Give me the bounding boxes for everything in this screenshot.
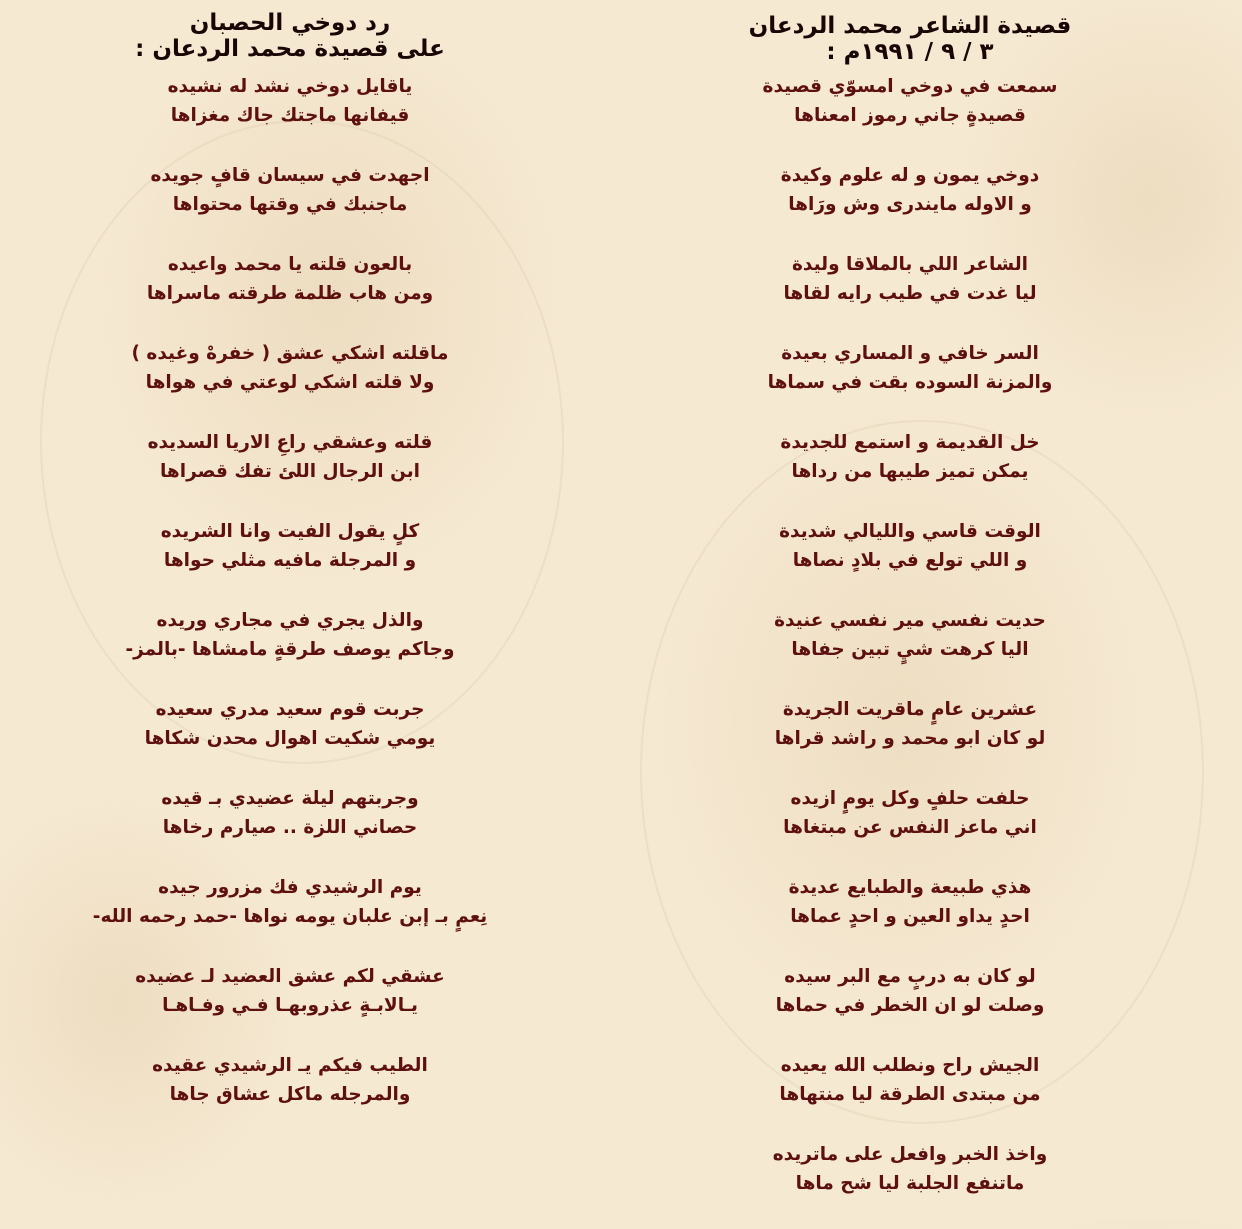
original-poem-header <box>700 13 1120 65</box>
original-poem-title: قصيدة الشاعر محمد الردعان <box>748 13 1072 39</box>
verse-line: وجاكم يوصف طرقةٍ مامشاها -بالمز- <box>125 639 455 660</box>
verse <box>80 1051 500 1109</box>
verse-line: لو كان به دربٍ مع البر سيده <box>784 966 1036 987</box>
verse <box>700 873 1120 931</box>
reply-poem-column <box>80 0 500 1140</box>
verse <box>80 517 500 575</box>
verse <box>700 695 1120 753</box>
verse-line: دوخي يمون و له علوم وكيدة <box>780 165 1040 186</box>
verse-line: و الاوله مايندرى وش ورَاها <box>788 194 1032 215</box>
verse-line: من مبتدى الطرقة ليا منتهاها <box>779 1084 1041 1105</box>
verse-line: وصلت لو ان الخطر في حماها <box>775 995 1045 1016</box>
verse-line: الشاعر اللي بالملاقا وليدة <box>791 254 1029 275</box>
verse-line: و اللي تولع في بلادٍ نصاها <box>792 550 1028 571</box>
verse-line: عشقي لكم عشق العضيد لـ عضيده <box>135 966 445 987</box>
verse-line: ليا غدت في طيب رايه لقاها <box>783 283 1037 304</box>
verse <box>700 606 1120 664</box>
verse-line: يوم الرشيدي فك مزرور جيده <box>158 877 422 898</box>
verse-line: حلفت حلفٍ وكل يومٍ ازيده <box>790 788 1030 809</box>
verse <box>700 1051 1120 1109</box>
verse <box>700 1140 1120 1198</box>
verse <box>80 72 500 130</box>
verse-line: ابن الرجال اللئ تفك قصراها <box>159 461 421 482</box>
verse-line: السر خافي و المساري بعيدة <box>781 343 1039 364</box>
verse-line: الطيب فيكم يـ الرشيدي عقيده <box>152 1055 428 1076</box>
verse-line: ماتنفع الجلبة ليا شح ماها <box>795 1173 1025 1194</box>
verse <box>80 873 500 931</box>
verse <box>80 962 500 1020</box>
verse-line: كلٍ يقول الفيت وانا الشريده <box>160 521 420 542</box>
verse-line: قيفانها ماجتك جاك مغزاها <box>170 105 410 126</box>
original-poem-date: ٣ / ٩ / ١٩٩١م : <box>826 39 994 65</box>
verse-line: والمزنة السوده بقت في سماها <box>767 372 1053 393</box>
verse-line: اني ماعز النفس عن مبتغاها <box>783 817 1037 838</box>
verse-line: الجيش راح ونطلب الله يعيده <box>780 1055 1040 1076</box>
verse-line: نِعمٍ بـ إبن علبان يومه نواها -حمد رحمه الله- <box>92 906 488 927</box>
verse-line: ولا قلته اشكي لوعتي في هواها <box>145 372 435 393</box>
verse-line: الوقت قاسي والليالي شديدة <box>779 521 1041 542</box>
verse <box>700 250 1120 308</box>
verse-line: هذي طبيعة والطبايع عديدة <box>788 877 1032 898</box>
reply-poem-verses <box>80 72 500 1109</box>
reply-poem-title: رد دوخي الحصبان <box>189 10 391 36</box>
verse <box>700 517 1120 575</box>
verse-line: خل القديمة و استمع للجديدة <box>780 432 1040 453</box>
verse <box>80 339 500 397</box>
verse-line: يـالابـةٍ عذروبهـا فـي وفـاهـا <box>162 995 418 1016</box>
verse-line: سمعت في دوخي امسوّي قصيدة <box>762 76 1058 97</box>
verse-line: اجهدت في سيسان قافٍ جويده <box>150 165 430 186</box>
original-poem-verses <box>700 72 1120 1198</box>
verse <box>80 695 500 753</box>
verse <box>700 161 1120 219</box>
reply-poem-header <box>80 10 500 62</box>
verse <box>700 962 1120 1020</box>
verse-line: حصاني اللزة .. صيارم رخاها <box>162 817 418 838</box>
verse-line: ماقلته اشكي عشق ( خفرهْ وغيده ) <box>131 343 449 364</box>
verse <box>80 428 500 486</box>
verse-line: قصيدةٍ جاني رموز امعناها <box>794 105 1026 126</box>
verse-line: ومن هاب ظلمة طرقته ماسراها <box>146 283 434 304</box>
original-poem-column <box>700 0 1120 1229</box>
verse-line: والذل يجري في مجاري وريده <box>156 610 424 631</box>
verse-line: اليا كرهت شيٍ تبين جفاها <box>791 639 1029 660</box>
verse <box>700 784 1120 842</box>
verse <box>700 339 1120 397</box>
verse-line: لو كان ابو محمد و راشد قراها <box>774 728 1046 749</box>
verse <box>80 250 500 308</box>
verse-line: وجربتهم ليلة عضيدي بـ قيده <box>161 788 419 809</box>
verse-line: يمكن تميز طيبها من رداها <box>791 461 1029 482</box>
verse-line: جربت قوم سعيد مدري سعيده <box>155 699 425 720</box>
verse-line: قلته وعشقي راعِ الاريا السديده <box>147 432 433 453</box>
verse-line: حديت نفسي مير نفسي عنيدة <box>774 610 1046 631</box>
verse <box>700 428 1120 486</box>
verse-line: ماجنبك في وقتها محتواها <box>172 194 408 215</box>
verse-line: بالعون قلته يا محمد واعيده <box>167 254 413 275</box>
verse <box>80 784 500 842</box>
verse-line: والمرجله ماكل عشاق جاها <box>169 1084 411 1105</box>
verse-line: عشرين عامٍ ماقريت الجريدة <box>782 699 1038 720</box>
verse-line: ياقايل دوخي نشد له نشيده <box>167 76 413 97</box>
verse-line: واخذ الخبر وافعل على ماتريده <box>772 1144 1048 1165</box>
reply-poem-subtitle: على قصيدة محمد الردعان : <box>135 36 445 62</box>
verse-line: احدٍ يداو العين و احدٍ عماها <box>790 906 1030 927</box>
verse-line: و المرجلة مافيه مثلي حواها <box>163 550 417 571</box>
verse <box>80 161 500 219</box>
verse-line: يومي شكيت اهوال محدن شكاها <box>144 728 436 749</box>
verse <box>700 72 1120 130</box>
verse <box>80 606 500 664</box>
